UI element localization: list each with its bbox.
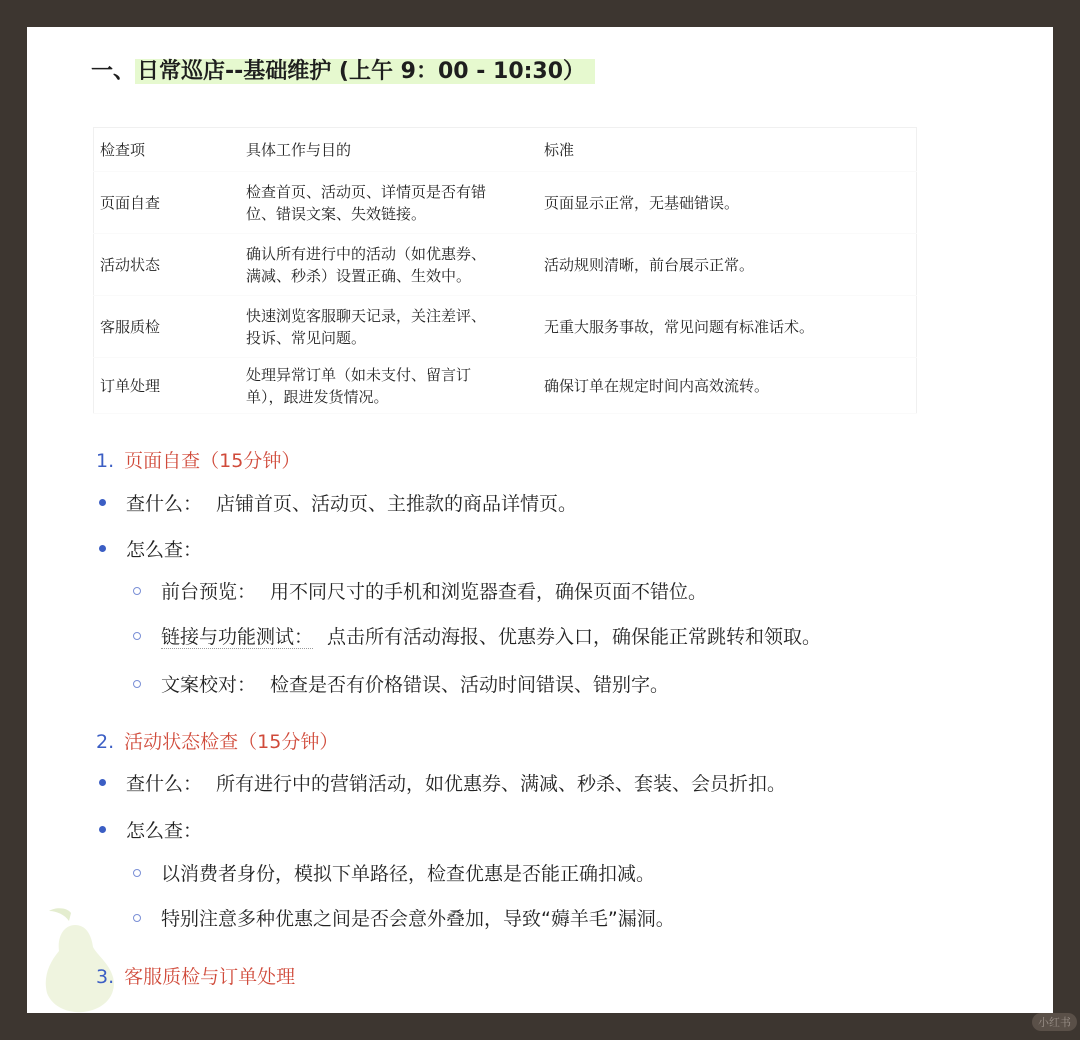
sub-bullet-text: 以消费者身份，模拟下单路径，检查优惠是否能正确扣减。 xyxy=(161,863,656,885)
work-line: 快速浏览客服聊天记录，关注差评、 xyxy=(246,306,487,325)
table-header-cell: 具体工作与目的 xyxy=(240,128,538,172)
bullet-dot-icon xyxy=(99,779,106,786)
document-page xyxy=(27,27,1053,1013)
table-row xyxy=(94,172,917,234)
bullet-ring-icon xyxy=(133,632,141,640)
sub-bullet-text: 点击所有活动海报、优惠券入口，确保能正常跳转和领取。 xyxy=(327,626,822,648)
bullet-dot-icon xyxy=(99,826,106,833)
subsection-title-text: 客服质检与订单处理 xyxy=(124,966,296,988)
sub-bullet-label: 前台预览： xyxy=(161,581,257,603)
work-line: 检查首页、活动页、详情页是否有错 xyxy=(246,182,487,201)
work-line: 满减、秒杀）设置正确、生效中。 xyxy=(246,266,472,285)
sub-list-item xyxy=(133,672,669,698)
sub-list-item xyxy=(133,579,707,605)
sub-list-item xyxy=(133,861,655,887)
subsection-number: 1. xyxy=(96,450,115,472)
pear-sticker-icon xyxy=(27,907,137,1013)
list-item xyxy=(99,771,786,797)
bullet-ring-icon xyxy=(133,587,141,595)
table-row xyxy=(94,296,917,358)
table-cell-standard: 确保订单在规定时间内高效流转。 xyxy=(538,358,917,414)
sub-bullet-text: 用不同尺寸的手机和浏览器查看，确保页面不错位。 xyxy=(270,581,708,603)
table-row xyxy=(94,234,917,296)
table-header-row xyxy=(94,128,917,172)
sub-bullet-label: 文案校对： xyxy=(161,674,257,696)
table-cell-standard: 无重大服务事故，常见问题有标准话术。 xyxy=(538,296,917,358)
table-cell-work xyxy=(240,172,538,234)
subsection-number: 3. xyxy=(96,966,115,988)
sub-bullet-label: 链接与功能测试： xyxy=(161,626,314,648)
sub-list-item xyxy=(133,906,675,932)
bullet-ring-icon xyxy=(133,680,141,688)
subsection-number: 2. xyxy=(96,731,115,753)
sub-bullet-text: 检查是否有价格错误、活动时间错误、错别字。 xyxy=(270,674,670,696)
work-line: 位、错误文案、失效链接。 xyxy=(246,204,427,223)
work-line: 处理异常订单（如未支付、留言订 xyxy=(246,365,472,384)
subsection-title xyxy=(96,729,338,755)
bullet-text: 店铺首页、活动页、主推款的商品详情页。 xyxy=(216,493,578,515)
list-item xyxy=(99,818,202,844)
list-item xyxy=(99,537,202,563)
table-header-cell: 检查项 xyxy=(94,128,241,172)
bullet-dot-icon xyxy=(99,545,106,552)
bullet-dot-icon xyxy=(99,499,106,506)
sub-bullet-text: 特别注意多种优惠之间是否会意外叠加，导致“薅羊毛”漏洞。 xyxy=(161,908,675,930)
work-line: 投诉、常见问题。 xyxy=(246,328,367,347)
subsection-title xyxy=(96,964,295,990)
bullet-ring-icon xyxy=(133,869,141,877)
bullet-label: 怎么查： xyxy=(126,820,203,842)
subsection-title xyxy=(96,448,300,474)
subsection-title-text: 页面自查（15分钟） xyxy=(124,450,301,472)
work-line: 单），跟进发货情况。 xyxy=(246,387,389,406)
table-cell-standard: 活动规则清晰，前台展示正常。 xyxy=(538,234,917,296)
sub-list-item xyxy=(133,624,821,650)
table-cell-work xyxy=(240,358,538,414)
table-cell-work xyxy=(240,296,538,358)
table-row xyxy=(94,358,917,414)
list-item xyxy=(99,491,577,517)
bullet-text: 所有进行中的营销活动，如优惠券、满减、秒杀、套装、会员折扣。 xyxy=(216,773,787,795)
table-cell-item: 页面自查 xyxy=(94,172,241,234)
table-cell-standard: 页面显示正常，无基础错误。 xyxy=(538,172,917,234)
bullet-label: 查什么： xyxy=(126,773,203,795)
bullet-label: 怎么查： xyxy=(126,539,203,561)
table-cell-work xyxy=(240,234,538,296)
work-line: 确认所有进行中的活动（如优惠券、 xyxy=(246,244,487,263)
heading-prefix: 一、 xyxy=(91,59,136,84)
watermark-badge: 小红书 xyxy=(1032,1013,1077,1031)
table-cell-item: 订单处理 xyxy=(94,358,241,414)
checklist-table xyxy=(93,127,917,414)
subsection-title-text: 活动状态检查（15分钟） xyxy=(124,731,339,753)
bullet-label: 查什么： xyxy=(126,493,203,515)
heading-title: 日常巡店--基础维护 (上午 9：00 - 10:30） xyxy=(135,59,595,84)
table-header-cell: 标准 xyxy=(538,128,917,172)
table-cell-item: 客服质检 xyxy=(94,296,241,358)
section-heading xyxy=(91,57,595,87)
table-cell-item: 活动状态 xyxy=(94,234,241,296)
